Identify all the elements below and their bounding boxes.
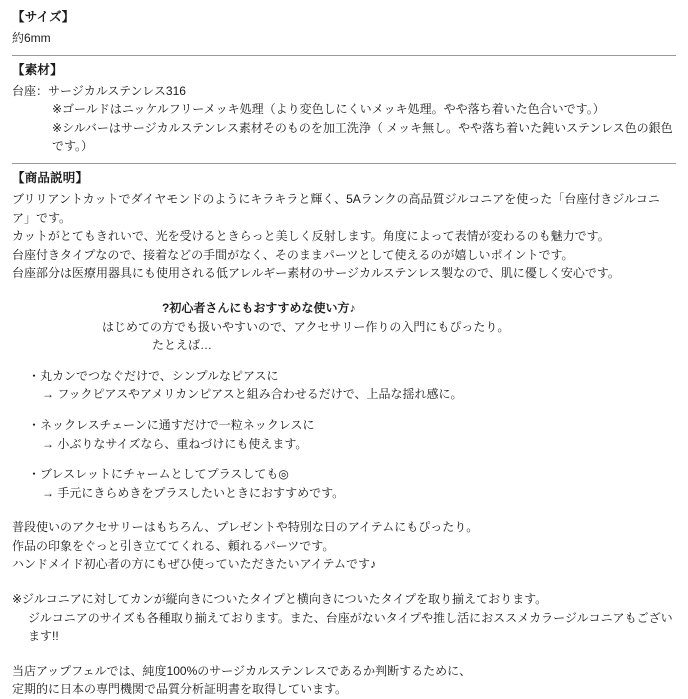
material-base-line: 台座：サージカルステンレス316 <box>12 83 186 98</box>
closing-line-2: 作品の印象をぐっと引き立ててくれる、頼れるパーツです。 <box>12 538 335 553</box>
usage-title: ・ブレスレットにチャームとしてプラスしても◎ <box>28 467 289 482</box>
material-gold-note: ※ゴールドはニッケルフリーメッキ処理（より変色しにくいメッキ処理。やや落ち着いた色合いです。） <box>52 102 605 117</box>
section-description <box>12 171 676 283</box>
footer-line-1: 当店アップフェルでは、純度100%のサージカルステンレスであるか判断するために、 <box>12 663 472 678</box>
closing-block <box>12 518 676 574</box>
divider-2 <box>12 163 676 164</box>
note-line-1: ※ジルコニアに対してカンが縦向きについたタイプと横向きについたタイプを取り揃えております。 <box>12 592 548 607</box>
usage-detail: → 手元にきらめきをプラスしたいときにおすすめです。 <box>42 485 345 500</box>
section-size <box>12 10 676 48</box>
section-material <box>12 63 676 156</box>
description-line-2: カットがとてもきれいで、光を受けるときらっと美しく反射します。角度によって表情が変わるのも魅力です。 <box>12 229 610 244</box>
section-material-heading: 【素材】 <box>12 62 63 77</box>
usage-detail: → 小ぶりなサイズなら、重ねづけにも使えます。 <box>42 436 308 451</box>
closing-line-1: 普段使いのアクセサリーはもちろん、プレゼントや特別な日のアイテムにもぴったり。 <box>12 520 479 535</box>
material-silver-note: ※シルバーはサージカルステンレス素材そのものを加工洗浄（ メッキ無し。やや落ち着いた鈍いステンレス色の銀色です。） <box>52 120 673 154</box>
usage-title: ・ネックレスチェーンに通すだけで一粒ネックレスに <box>28 417 315 432</box>
description-line-4: 台座部分は医療用器具にも使用される低アレルギー素材のサージカルステンレス製なので、肌に優しく安心です。 <box>12 266 620 281</box>
footer-line-2: 定期的に日本の専門機関で品質分析証明書を取得しています。 <box>12 682 348 697</box>
section-size-heading: 【サイズ】 <box>12 10 75 24</box>
note-line-2: ジルコニアのサイズも各種取り揃えております。また、台座がないタイプや推し活におススメカラージルコニアもございます!! <box>28 610 673 644</box>
beginner-heading: ?初心者さんにもおすすめな使い方♪ <box>162 300 356 315</box>
usage-item <box>12 416 676 453</box>
usage-item <box>12 367 676 404</box>
beginner-line-1: はじめての方でも扱いやすいので、アクセサリー作りの入門にもぴったり。 <box>102 319 510 334</box>
section-description-heading: 【商品説明】 <box>12 170 89 185</box>
beginner-block <box>12 299 676 355</box>
divider-1 <box>12 55 676 56</box>
usage-title: ・丸カンでつなぐだけで、シンプルなピアスに <box>28 368 279 383</box>
usage-item <box>12 465 676 502</box>
section-size-line: 約6mm <box>12 31 51 45</box>
notes-block <box>12 590 676 646</box>
closing-line-3: ハンドメイド初心者の方にもぜひ使っていただきたいアイテムです♪ <box>12 557 376 572</box>
description-line-1: ブリリアントカットでダイヤモンドのようにキラキラと輝く、5Aランクの高品質ジルコニアを使った「台座付きジルコニア」です。 <box>12 191 660 225</box>
footer-block <box>12 662 676 699</box>
usage-detail: → フックピアスやアメリカンピアスと組み合わせるだけで、上品な揺れ感に。 <box>42 387 463 402</box>
beginner-line-2: たとえば… <box>152 338 213 353</box>
description-line-3: 台座付きタイプなので、接着などの手間がなく、そのままパーツとして使えるのが嬉しいポイントです。 <box>12 247 574 262</box>
